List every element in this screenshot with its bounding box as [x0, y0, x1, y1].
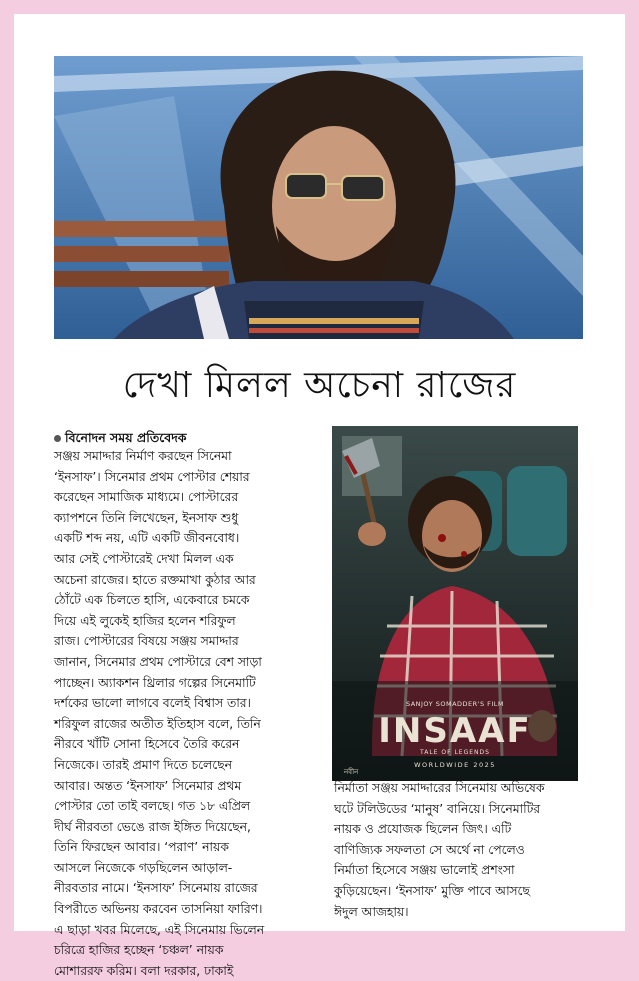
body-line: ঠোঁটে এক চিলতে হাসি, একেবারে চমকে	[54, 593, 250, 608]
newspaper-page	[14, 14, 625, 978]
bullet-icon	[54, 435, 61, 442]
body-line: অচেনা রাজের। হাতে রক্তমাখা কুঠার আর	[54, 572, 256, 587]
body-line: সঞ্জয় সমাদ্দার নির্মাণ করছেন সিনেমা	[54, 449, 232, 463]
body-line: বাণিজ্যিক সফলতা সে অর্থে না পেলেও	[334, 842, 525, 857]
body-line: তিনি ফিরছেন আবার। ‘পরাণ’ নায়ক	[54, 840, 229, 855]
body-line: করেছেন সামাজিক মাধ্যমে। পোস্টারের	[54, 490, 239, 505]
movie-poster	[332, 426, 578, 781]
body-line: দীর্ঘ নীরবতা ভেঙে রাজ ইঙ্গিত দিয়েছেন,	[54, 819, 251, 834]
body-line: আসলে নিজেকে গড়ছিলেন আড়াল-	[54, 860, 233, 875]
body-line: ‘ইনসাফ’। সিনেমার প্রথম পোস্টার শেয়ার	[54, 469, 250, 484]
poster-illustration	[332, 426, 578, 781]
body-line: এ ছাড়া খবর মিলেছে, এই সিনেমায় ভিলেন	[54, 922, 265, 937]
body-line: ঈদুল আজহায়।	[334, 904, 409, 919]
poster-release: WORLDWIDE 2025	[414, 761, 496, 769]
body-line: জানান, সিনেমার প্রথম পোস্টারে বেশ সাড়া	[54, 654, 262, 669]
body-line: নীরবে খাঁটি সোনা হিসেবে তৈরি করেন	[54, 737, 240, 752]
body-line: রাজ। পোস্টারের বিষয়ে সঞ্জয় সমাদ্দার	[54, 634, 239, 649]
poster-logo: নবীন	[344, 768, 359, 776]
body-line: ঘটে টলিউডের ‘মানুষ’ বানিয়ে। সিনেমাটির	[334, 801, 541, 816]
body-line: নির্মাতা হিসেবে সঞ্জয় ভালোই প্রশংসা	[334, 863, 515, 878]
portrait-illustration	[54, 56, 583, 339]
body-line: নীরবতার নামে। ‘ইনসাফ’ সিনেমায় রাজের	[54, 881, 258, 896]
byline-text: বিনোদন সময় প্রতিবেদক	[65, 430, 187, 445]
body-line: আবার। অন্তত ‘ইনসাফ’ সিনেমার প্রথম	[54, 778, 242, 793]
body-line: নিজেকে। তারই প্রমাণ দিতে চলেছেন	[54, 757, 232, 772]
body-line: মোশাররফ করিম। বলা দরকার, ঢাকাই	[54, 963, 234, 978]
article-headline: দেখা মিলল অচেনা রাজের	[122, 365, 517, 406]
body-line: বিপরীতে অভিনয় করবেন তাসনিয়া ফারিণ।	[54, 902, 263, 917]
poster-title: INSAAF	[378, 711, 532, 751]
body-line: আর সেই পোস্টারেই দেখা মিলল এক	[54, 551, 234, 566]
poster-credit: SANJOY SOMADDER'S FILM	[405, 700, 505, 708]
article-body-right-column	[334, 778, 586, 922]
body-line: চরিত্রে হাজির হচ্ছেন ‘চঞ্চল’ নায়ক	[54, 943, 224, 958]
article-body-left-column	[54, 446, 326, 981]
body-line: শরিফুল রাজের অতীত ইতিহাস বলে, তিনি	[54, 716, 261, 731]
body-line: পাচ্ছেন। অ্যাকশন থ্রিলার গল্পের সিনেমাটি	[54, 675, 256, 690]
body-line: পোস্টার তো তাই বলছে। গত ১৮ এপ্রিল	[54, 799, 251, 814]
body-line: নির্মাতা সঞ্জয় সমাদ্দারের সিনেমায় অভিষেক	[334, 781, 545, 795]
poster-tagline: TALE OF LEGENDS	[420, 749, 490, 756]
body-line: একটি শব্দ নয়, এটি একটি জীবনবোধ।	[54, 531, 240, 546]
body-line: কুড়িয়েছেন। ‘ইনসাফ’ মুক্তি পাবে আসছে	[334, 883, 530, 898]
body-line: দর্শকের ভালো লাগবে বলেই বিশ্বাস তার।	[54, 696, 251, 711]
body-line: ক্যাপশনে তিনি লিখেছেন, ইনসাফ শুধু	[54, 510, 239, 525]
body-line: নায়ক ও প্রযোজক ছিলেন জিৎ। এটি	[334, 822, 512, 837]
body-line: দিয়ে এই লুকেই হাজির হলেন শরিফুল	[54, 613, 236, 628]
actor-portrait-photo	[54, 56, 583, 339]
